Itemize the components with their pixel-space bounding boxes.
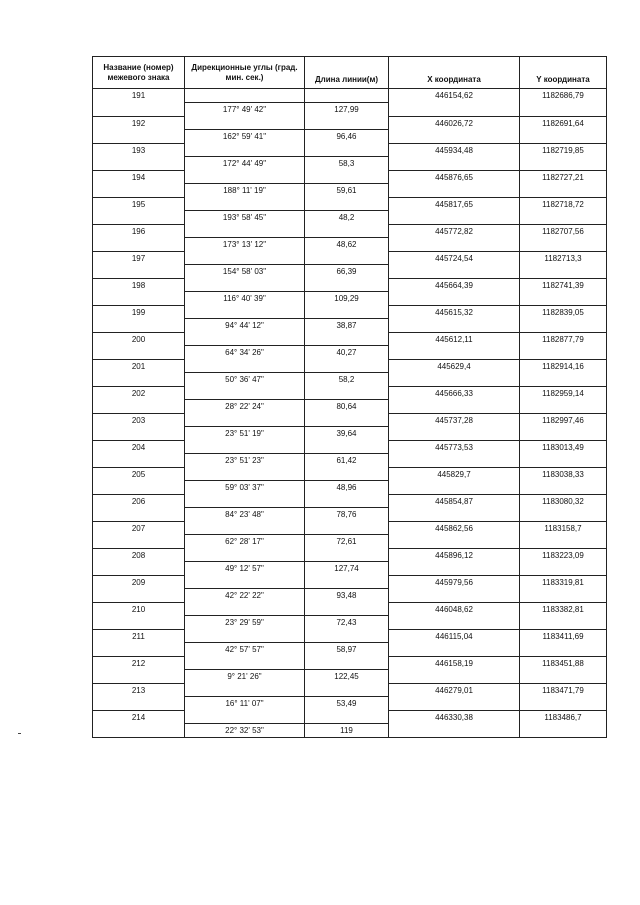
- empty-name-cell: [93, 157, 185, 171]
- segment-row: [93, 697, 607, 711]
- x-coordinate-cell: 445896,12: [389, 548, 520, 562]
- direction-angle-cell: 84° 23' 48": [185, 508, 305, 522]
- empty-name-cell: [93, 184, 185, 198]
- empty-x-cell: [389, 103, 520, 117]
- empty-x-cell: [389, 508, 520, 522]
- empty-x-cell: [389, 724, 520, 738]
- empty-x-cell: [389, 292, 520, 306]
- x-coordinate-cell: 446048,62: [389, 602, 520, 616]
- marker-name-cell: 201: [93, 359, 185, 373]
- segment-row: [93, 292, 607, 306]
- x-coordinate-cell: 446158,19: [389, 656, 520, 670]
- line-length-cell: 66,39: [305, 265, 389, 279]
- marker-name-cell: 195: [93, 197, 185, 211]
- empty-name-cell: [93, 427, 185, 441]
- line-length-cell: 109,29: [305, 292, 389, 306]
- y-coordinate-cell: 1183471,79: [520, 683, 607, 697]
- direction-angle-cell: 59° 03' 37": [185, 481, 305, 495]
- empty-x-cell: [389, 319, 520, 333]
- marker-name-cell: 205: [93, 467, 185, 481]
- empty-angle-cell: [185, 710, 305, 724]
- empty-y-cell: [520, 373, 607, 387]
- empty-length-cell: [305, 170, 389, 184]
- point-row: [93, 89, 607, 103]
- direction-angle-cell: 62° 28' 17": [185, 535, 305, 549]
- empty-y-cell: [520, 157, 607, 171]
- point-row: [93, 629, 607, 643]
- empty-x-cell: [389, 616, 520, 630]
- point-row: [93, 332, 607, 346]
- segment-row: [93, 400, 607, 414]
- empty-y-cell: [520, 265, 607, 279]
- line-length-cell: 80,64: [305, 400, 389, 414]
- marker-name-cell: 197: [93, 251, 185, 265]
- point-row: [93, 467, 607, 481]
- empty-angle-cell: [185, 359, 305, 373]
- empty-angle-cell: [185, 386, 305, 400]
- direction-angle-cell: 193° 58' 45": [185, 211, 305, 225]
- line-length-cell: 58,97: [305, 643, 389, 657]
- empty-y-cell: [520, 481, 607, 495]
- segment-row: [93, 562, 607, 576]
- direction-angle-cell: 23° 29' 59": [185, 616, 305, 630]
- empty-y-cell: [520, 670, 607, 684]
- direction-angle-cell: 172° 44' 49": [185, 157, 305, 171]
- point-row: [93, 170, 607, 184]
- direction-angle-cell: 154° 58' 03": [185, 265, 305, 279]
- header-y-coordinate: Y координата: [520, 57, 607, 89]
- empty-x-cell: [389, 427, 520, 441]
- direction-angle-cell: 188° 11' 19": [185, 184, 305, 198]
- y-coordinate-cell: 1183080,32: [520, 494, 607, 508]
- empty-y-cell: [520, 616, 607, 630]
- line-length-cell: 93,48: [305, 589, 389, 603]
- empty-length-cell: [305, 143, 389, 157]
- header-marker-name: Название (номер) межевого знака: [93, 57, 185, 89]
- marker-name-cell: 192: [93, 116, 185, 130]
- empty-angle-cell: [185, 305, 305, 319]
- empty-x-cell: [389, 211, 520, 225]
- empty-x-cell: [389, 238, 520, 252]
- direction-angle-cell: 162° 59' 41": [185, 130, 305, 144]
- empty-angle-cell: [185, 629, 305, 643]
- empty-y-cell: [520, 292, 607, 306]
- empty-angle-cell: [185, 548, 305, 562]
- marker-name-cell: 202: [93, 386, 185, 400]
- empty-name-cell: [93, 265, 185, 279]
- y-coordinate-cell: 1182707,56: [520, 224, 607, 238]
- direction-angle-cell: 9° 21' 26": [185, 670, 305, 684]
- direction-angle-cell: 42° 22' 22": [185, 589, 305, 603]
- empty-angle-cell: [185, 602, 305, 616]
- direction-angle-cell: 28° 22' 24": [185, 400, 305, 414]
- line-length-cell: 78,76: [305, 508, 389, 522]
- point-row: [93, 224, 607, 238]
- empty-y-cell: [520, 643, 607, 657]
- point-row: [93, 575, 607, 589]
- line-length-cell: 48,2: [305, 211, 389, 225]
- direction-angle-cell: 23° 51' 23": [185, 454, 305, 468]
- table-header-row: [93, 57, 607, 89]
- empty-name-cell: [93, 589, 185, 603]
- x-coordinate-cell: 445854,87: [389, 494, 520, 508]
- x-coordinate-cell: 445615,32: [389, 305, 520, 319]
- empty-y-cell: [520, 211, 607, 225]
- empty-x-cell: [389, 130, 520, 144]
- empty-name-cell: [93, 103, 185, 117]
- empty-x-cell: [389, 265, 520, 279]
- empty-name-cell: [93, 616, 185, 630]
- line-length-cell: 53,49: [305, 697, 389, 711]
- x-coordinate-cell: 446026,72: [389, 116, 520, 130]
- point-row: [93, 251, 607, 265]
- x-coordinate-cell: 446154,62: [389, 89, 520, 103]
- line-length-cell: 72,43: [305, 616, 389, 630]
- segment-row: [93, 238, 607, 252]
- empty-y-cell: [520, 103, 607, 117]
- marker-name-cell: 198: [93, 278, 185, 292]
- table-body: [93, 89, 607, 738]
- direction-angle-cell: 173° 13' 12": [185, 238, 305, 252]
- marker-name-cell: 191: [93, 89, 185, 103]
- marker-name-cell: 213: [93, 683, 185, 697]
- line-length-cell: 127,99: [305, 103, 389, 117]
- empty-length-cell: [305, 359, 389, 373]
- x-coordinate-cell: 445862,56: [389, 521, 520, 535]
- empty-name-cell: [93, 373, 185, 387]
- empty-length-cell: [305, 413, 389, 427]
- line-length-cell: 59,61: [305, 184, 389, 198]
- x-coordinate-cell: 445629,4: [389, 359, 520, 373]
- empty-x-cell: [389, 589, 520, 603]
- empty-name-cell: [93, 130, 185, 144]
- empty-angle-cell: [185, 251, 305, 265]
- empty-name-cell: [93, 292, 185, 306]
- segment-row: [93, 724, 607, 738]
- line-length-cell: 122,45: [305, 670, 389, 684]
- empty-angle-cell: [185, 116, 305, 130]
- header-line-length: Длина линии(м): [305, 57, 389, 89]
- marker-name-cell: 199: [93, 305, 185, 319]
- y-coordinate-cell: 1182686,79: [520, 89, 607, 103]
- y-coordinate-cell: 1182914,16: [520, 359, 607, 373]
- empty-angle-cell: [185, 440, 305, 454]
- x-coordinate-cell: 446279,01: [389, 683, 520, 697]
- y-coordinate-cell: 1182959,14: [520, 386, 607, 400]
- empty-length-cell: [305, 710, 389, 724]
- marker-name-cell: 208: [93, 548, 185, 562]
- empty-length-cell: [305, 278, 389, 292]
- empty-y-cell: [520, 238, 607, 252]
- empty-angle-cell: [185, 224, 305, 238]
- empty-length-cell: [305, 494, 389, 508]
- y-coordinate-cell: 1183158,7: [520, 521, 607, 535]
- segment-row: [93, 535, 607, 549]
- direction-angle-cell: 116° 40' 39": [185, 292, 305, 306]
- empty-x-cell: [389, 400, 520, 414]
- marker-name-cell: 212: [93, 656, 185, 670]
- line-length-cell: 61,42: [305, 454, 389, 468]
- direction-angle-cell: 49° 12' 57": [185, 562, 305, 576]
- segment-row: [93, 157, 607, 171]
- empty-name-cell: [93, 562, 185, 576]
- y-coordinate-cell: 1183038,33: [520, 467, 607, 481]
- empty-y-cell: [520, 427, 607, 441]
- point-row: [93, 143, 607, 157]
- y-coordinate-cell: 1183411,69: [520, 629, 607, 643]
- point-row: [93, 305, 607, 319]
- empty-y-cell: [520, 319, 607, 333]
- empty-angle-cell: [185, 521, 305, 535]
- empty-angle-cell: [185, 170, 305, 184]
- y-coordinate-cell: 1182691,64: [520, 116, 607, 130]
- point-row: [93, 278, 607, 292]
- y-coordinate-cell: 1182741,39: [520, 278, 607, 292]
- empty-length-cell: [305, 224, 389, 238]
- marker-name-cell: 207: [93, 521, 185, 535]
- segment-row: [93, 481, 607, 495]
- x-coordinate-cell: 445737,28: [389, 413, 520, 427]
- segment-row: [93, 373, 607, 387]
- line-length-cell: 96,46: [305, 130, 389, 144]
- y-coordinate-cell: 1183451,88: [520, 656, 607, 670]
- empty-y-cell: [520, 130, 607, 144]
- empty-name-cell: [93, 454, 185, 468]
- header-x-coordinate: X координата: [389, 57, 520, 89]
- empty-angle-cell: [185, 278, 305, 292]
- segment-row: [93, 103, 607, 117]
- x-coordinate-cell: 445724,54: [389, 251, 520, 265]
- empty-y-cell: [520, 697, 607, 711]
- line-length-cell: 39,64: [305, 427, 389, 441]
- point-row: [93, 683, 607, 697]
- empty-x-cell: [389, 643, 520, 657]
- empty-angle-cell: [185, 332, 305, 346]
- empty-name-cell: [93, 670, 185, 684]
- empty-name-cell: [93, 724, 185, 738]
- direction-angle-cell: 64° 34' 26": [185, 346, 305, 360]
- empty-angle-cell: [185, 143, 305, 157]
- marker-name-cell: 193: [93, 143, 185, 157]
- point-row: [93, 656, 607, 670]
- empty-x-cell: [389, 670, 520, 684]
- y-coordinate-cell: 1183013,49: [520, 440, 607, 454]
- direction-angle-cell: 23° 51' 19": [185, 427, 305, 441]
- x-coordinate-cell: 445772,82: [389, 224, 520, 238]
- empty-length-cell: [305, 197, 389, 211]
- y-coordinate-cell: 1183319,81: [520, 575, 607, 589]
- empty-angle-cell: [185, 89, 305, 103]
- direction-angle-cell: 42° 57' 57": [185, 643, 305, 657]
- empty-name-cell: [93, 211, 185, 225]
- empty-length-cell: [305, 116, 389, 130]
- y-coordinate-cell: 1182877,79: [520, 332, 607, 346]
- empty-length-cell: [305, 251, 389, 265]
- empty-x-cell: [389, 454, 520, 468]
- marker-name-cell: 209: [93, 575, 185, 589]
- marker-name-cell: 203: [93, 413, 185, 427]
- empty-y-cell: [520, 346, 607, 360]
- point-row: [93, 413, 607, 427]
- point-row: [93, 197, 607, 211]
- empty-angle-cell: [185, 575, 305, 589]
- segment-row: [93, 454, 607, 468]
- empty-length-cell: [305, 575, 389, 589]
- empty-y-cell: [520, 454, 607, 468]
- line-length-cell: 72,61: [305, 535, 389, 549]
- segment-row: [93, 130, 607, 144]
- y-coordinate-cell: 1182713,3: [520, 251, 607, 265]
- y-coordinate-cell: 1182719,85: [520, 143, 607, 157]
- marker-name-cell: 206: [93, 494, 185, 508]
- empty-y-cell: [520, 508, 607, 522]
- empty-length-cell: [305, 467, 389, 481]
- empty-name-cell: [93, 508, 185, 522]
- segment-row: [93, 643, 607, 657]
- direction-angle-cell: 50° 36' 47": [185, 373, 305, 387]
- segment-row: [93, 670, 607, 684]
- segment-row: [93, 427, 607, 441]
- marker-name-cell: 204: [93, 440, 185, 454]
- point-row: [93, 548, 607, 562]
- empty-name-cell: [93, 238, 185, 252]
- empty-y-cell: [520, 400, 607, 414]
- x-coordinate-cell: 446115,04: [389, 629, 520, 643]
- direction-angle-cell: 94° 44' 12": [185, 319, 305, 333]
- empty-angle-cell: [185, 197, 305, 211]
- line-length-cell: 58,2: [305, 373, 389, 387]
- y-coordinate-cell: 1183486,7: [520, 710, 607, 724]
- empty-name-cell: [93, 535, 185, 549]
- line-length-cell: 119: [305, 724, 389, 738]
- x-coordinate-cell: 445664,39: [389, 278, 520, 292]
- empty-name-cell: [93, 481, 185, 495]
- point-row: [93, 440, 607, 454]
- empty-y-cell: [520, 535, 607, 549]
- segment-row: [93, 184, 607, 198]
- empty-length-cell: [305, 656, 389, 670]
- y-coordinate-cell: 1182839,05: [520, 305, 607, 319]
- point-row: [93, 710, 607, 724]
- empty-y-cell: [520, 589, 607, 603]
- empty-x-cell: [389, 535, 520, 549]
- segment-row: [93, 589, 607, 603]
- x-coordinate-cell: 445612,11: [389, 332, 520, 346]
- marker-name-cell: 194: [93, 170, 185, 184]
- x-coordinate-cell: 445876,65: [389, 170, 520, 184]
- empty-length-cell: [305, 548, 389, 562]
- empty-x-cell: [389, 373, 520, 387]
- marker-name-cell: 211: [93, 629, 185, 643]
- segment-row: [93, 265, 607, 279]
- empty-angle-cell: [185, 656, 305, 670]
- segment-row: [93, 508, 607, 522]
- line-length-cell: 127,74: [305, 562, 389, 576]
- marker-name-cell: 196: [93, 224, 185, 238]
- line-length-cell: 38,87: [305, 319, 389, 333]
- point-row: [93, 602, 607, 616]
- marker-name-cell: 214: [93, 710, 185, 724]
- empty-name-cell: [93, 697, 185, 711]
- empty-name-cell: [93, 346, 185, 360]
- x-coordinate-cell: 445666,33: [389, 386, 520, 400]
- empty-length-cell: [305, 386, 389, 400]
- empty-name-cell: [93, 643, 185, 657]
- point-row: [93, 494, 607, 508]
- empty-length-cell: [305, 89, 389, 103]
- point-row: [93, 116, 607, 130]
- empty-length-cell: [305, 602, 389, 616]
- segment-row: [93, 346, 607, 360]
- empty-x-cell: [389, 157, 520, 171]
- y-coordinate-cell: 1182718,72: [520, 197, 607, 211]
- y-coordinate-cell: 1183382,81: [520, 602, 607, 616]
- direction-angle-cell: 177° 49' 42": [185, 103, 305, 117]
- x-coordinate-cell: 445934,48: [389, 143, 520, 157]
- y-coordinate-cell: 1182727,21: [520, 170, 607, 184]
- header-direction-angle: Дирекционные углы (град. мин. сек.): [185, 57, 305, 89]
- segment-row: [93, 319, 607, 333]
- line-length-cell: 48,62: [305, 238, 389, 252]
- empty-length-cell: [305, 521, 389, 535]
- empty-x-cell: [389, 346, 520, 360]
- empty-x-cell: [389, 697, 520, 711]
- line-length-cell: 58,3: [305, 157, 389, 171]
- marker-name-cell: 200: [93, 332, 185, 346]
- y-coordinate-cell: 1183223,09: [520, 548, 607, 562]
- segment-row: [93, 616, 607, 630]
- empty-x-cell: [389, 562, 520, 576]
- empty-x-cell: [389, 481, 520, 495]
- marker-name-cell: 210: [93, 602, 185, 616]
- x-coordinate-cell: 446330,38: [389, 710, 520, 724]
- empty-y-cell: [520, 724, 607, 738]
- empty-angle-cell: [185, 683, 305, 697]
- direction-angle-cell: 22° 32' 53": [185, 724, 305, 738]
- segment-row: [93, 211, 607, 225]
- x-coordinate-cell: 445817,65: [389, 197, 520, 211]
- x-coordinate-cell: 445979,56: [389, 575, 520, 589]
- direction-angle-cell: 16° 11' 07": [185, 697, 305, 711]
- point-row: [93, 521, 607, 535]
- point-row: [93, 386, 607, 400]
- empty-angle-cell: [185, 467, 305, 481]
- boundary-coordinates-table: [92, 56, 606, 738]
- empty-angle-cell: [185, 413, 305, 427]
- y-coordinate-cell: 1182997,46: [520, 413, 607, 427]
- line-length-cell: 40,27: [305, 346, 389, 360]
- empty-angle-cell: [185, 494, 305, 508]
- margin-mark: [18, 733, 21, 734]
- x-coordinate-cell: 445829,7: [389, 467, 520, 481]
- empty-y-cell: [520, 184, 607, 198]
- empty-name-cell: [93, 400, 185, 414]
- empty-length-cell: [305, 440, 389, 454]
- empty-y-cell: [520, 562, 607, 576]
- point-row: [93, 359, 607, 373]
- empty-length-cell: [305, 683, 389, 697]
- empty-length-cell: [305, 332, 389, 346]
- empty-x-cell: [389, 184, 520, 198]
- empty-length-cell: [305, 305, 389, 319]
- empty-name-cell: [93, 319, 185, 333]
- x-coordinate-cell: 445773,53: [389, 440, 520, 454]
- empty-length-cell: [305, 629, 389, 643]
- line-length-cell: 48,96: [305, 481, 389, 495]
